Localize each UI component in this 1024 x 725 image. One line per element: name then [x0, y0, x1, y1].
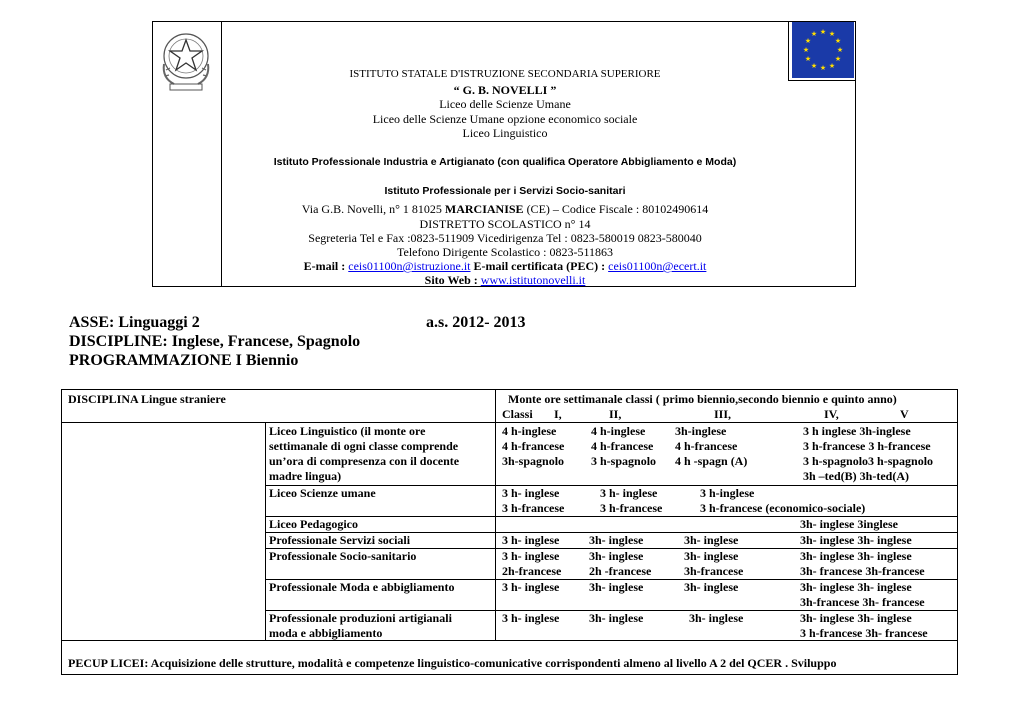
svg-text:★: ★ [804, 37, 812, 45]
monte-ore-label: Monte ore settimanale classi ( primo biennio,secondo biennio e quinto anno) [508, 392, 897, 406]
svg-text:★: ★ [828, 30, 836, 38]
discipline-label: DISCIPLINA Lingue straniere [68, 392, 226, 406]
svg-text:★: ★ [836, 46, 844, 54]
svg-text:★: ★ [810, 30, 818, 38]
web-link[interactable]: www.istitutonovelli.it [480, 273, 586, 287]
email-line: E-mail : ceis01100n@istruzione.it E-mail certificata (PEC) : ceis01100n@ecert.it [303, 259, 707, 273]
svg-text:★: ★ [819, 28, 827, 36]
class-header-3: III, [714, 407, 732, 421]
director-phone-line: Telefono Dirigente Scolastico : 0823-511863 [397, 245, 613, 259]
school-line-2: Liceo delle Scienze Umane opzione economico sociale [372, 112, 638, 126]
pec-link[interactable]: ceis01100n@ecert.it [608, 259, 707, 273]
school-year: a.s. 2012- 2013 [426, 314, 526, 331]
svg-text:★: ★ [828, 62, 836, 70]
professional-line-2: Istituto Professionale per i Servizi Socio-sanitari [384, 185, 626, 197]
class-header-2: II, [609, 407, 622, 421]
school-name: “ G. B. NOVELLI ” [453, 83, 557, 97]
svg-text:★: ★ [834, 55, 842, 63]
email-link[interactable]: ceis01100n@istruzione.it [348, 259, 471, 273]
svg-text:★: ★ [819, 64, 827, 72]
program-title: PROGRAMMAZIONE I Biennio [69, 352, 299, 369]
hours-table: DISCIPLINA Lingue straniere Monte ore settimanale classi ( primo biennio,secondo biennio e quinto anno) Classi I, II, III, IV, V Liceo Linguistico (il monte ore settimanale di ogni classe comprende un’ora di compresenza con il docente madre lingua) 4 h-inglese 4 h-francese 3h-spagnolo 4 h-inglese 4 h-francese 3 h-spagnolo 3h-inglese 4 h-francese 4 h -spagn (A) 3 h inglese 3h-inglese 3 h-francese 3 h-francese 3 h-spagnolo3 h-spagnolo 3h –ted(B) 3h-ted(A) Liceo Scienze umane 3 h- inglese 3 h-francese 3 h- inglese 3 h-francese 3 h-inglese 3 h-francese (economico-sociale) Liceo Pedagogico 3h- inglese 3inglese Professionale Servizi sociali 3 h- inglese 3h- inglese 3h- inglese 3h- inglese 3h- inglese Professionale Socio-sanitario 3 h- inglese 2h-francese 3h- inglese 2h -francese 3h- inglese 3h-francese 3h- inglese 3h- inglese 3h- francese 3h-francese Professionale Moda e abbigliamento 3 h- inglese 3h- inglese 3h- inglese 3h- inglese 3h- inglese 3h-francese 3h- francese Professionale produzioni artigianali moda e abbigliamento 3 h- inglese 3h- inglese 3h- inglese 3h- inglese 3h- inglese 3 h-francese 3h- francese PECUP LICEI: Acquisizione delle strutture, modalità e competenze linguistico-comunicative corrispondenti almeno al livello A 2 del QCER . Sviluppo [61, 389, 958, 675]
address-line: Via G.B. Novelli, n° 1 81025 MARCIANISE (CE) – Codice Fiscale : 80102490614 [301, 202, 709, 216]
school-line-3: Liceo Linguistico [462, 126, 548, 140]
class-header-label: Classi [502, 407, 533, 421]
svg-text:★: ★ [802, 46, 810, 54]
svg-text:★: ★ [834, 37, 842, 45]
institute-name: ISTITUTO STATALE D'ISTRUZIONE SECONDARIA SUPERIORE [349, 68, 661, 80]
web-line: Sito Web : www.istitutonovelli.it [424, 273, 586, 287]
svg-text:★: ★ [810, 62, 818, 70]
svg-text:★: ★ [804, 55, 812, 63]
district-line: DISTRETTO SCOLASTICO n° 14 [419, 217, 591, 231]
emblem-cell [153, 22, 222, 286]
pecup-text: PECUP LICEI: Acquisizione delle strutture, modalità e competenze linguistico-comunicative corrispondenti almeno al livello A 2 del QCER . Sviluppo [68, 656, 837, 670]
school-header [152, 21, 856, 287]
class-header-5: V [900, 407, 909, 421]
eu-flag-icon [792, 22, 854, 78]
italian-republic-emblem-icon [156, 26, 216, 94]
school-line-1: Liceo delle Scienze Umane [439, 97, 571, 111]
professional-line-1: Istituto Professionale Industria e Artigianato (con qualifica Operatore Abbigliamento e Moda) [273, 156, 737, 168]
discipline-title: DISCIPLINE: Inglese, Francese, Spagnolo [69, 333, 361, 350]
class-header-1: I, [554, 407, 562, 421]
phones-line: Segreteria Tel e Fax :0823-511909 Vicedirigenza Tel : 0823-580019 0823-580040 [308, 231, 702, 245]
asse-title: ASSE: Linguaggi 2 [69, 314, 200, 331]
flag-cell [788, 22, 855, 81]
class-header-4: IV, [824, 407, 839, 421]
